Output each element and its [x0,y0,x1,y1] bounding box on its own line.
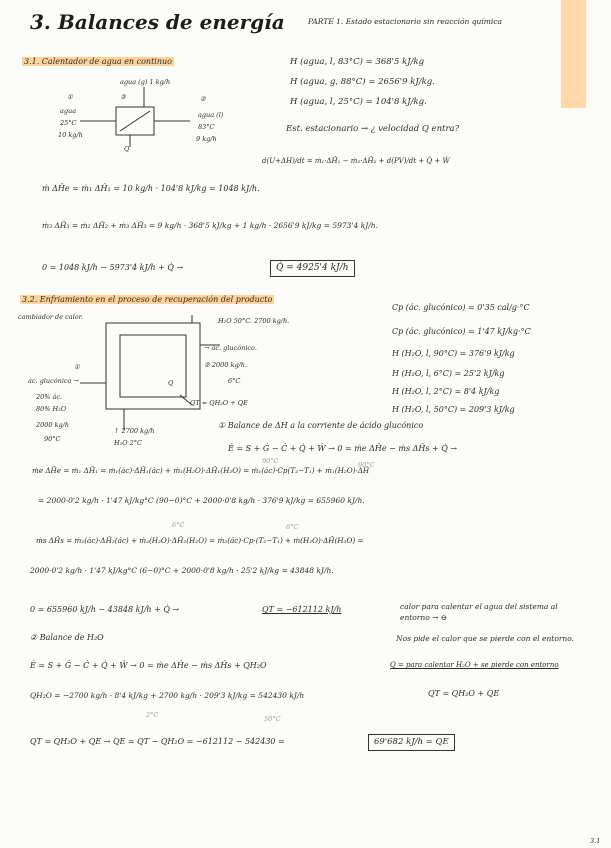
s32-note-2: Nos pide el calor que se pierde con el entorno. [396,634,575,643]
s32-balance-1-eq: Ė = S + Ġ − Ċ + Q̇ + Ẇ → 0 = ṁe ΔĤe − ṁs ΔĤs + Q̇ → [228,444,458,453]
s32-prop-5: H (H₂O, l, 2°C) = 8'4 kJ/kg [392,387,500,396]
s31-line-2: ṁ₃ ΔĤ₃ = ṁ₂ ΔĤ₂ + ṁ₃ ΔĤ₃ = 9 kg/h · 368'5 kJ/kg + 1 kg/h · 2656'9 kJ/kg = 5973'4 kJ/h. [42,221,378,230]
s32-cp-1: Cp (ác. glucónico) = 0'35 cal/g·°C [392,303,530,312]
s32-circle-1: ① [74,363,80,371]
s31-stream1-temp: 25°C [60,119,77,127]
s32-qt-def: QT = QH₂O + QE [190,399,248,407]
s31-stream2-name: agua (l) [198,111,224,119]
page-subtitle: PARTE 1. Estado estacionario sin reacción química [308,17,502,26]
s32-prop-6: H (H₂O, l, 50°C) = 209'3 kJ/kg [392,405,515,414]
s32-eq-b2: 2000·0'2 kg/h · 1'47 kJ/kg°C (6−0)°C + 2000·0'8 kg/h · 25'2 kJ/kg = 43848 kJ/h. [30,566,334,575]
s32-note-3: Q = para calentar H₂O + se pierde con entorno [390,661,559,669]
s32-eq-a2: = 2000·0'2 kg/h · 1'47 kJ/kg°C (90−0)°C + 2000·0'8 kg/h · 376'9 kJ/kg = 655960 kJ/h. [38,496,365,505]
s32-final-eq: QT = QH₂O + QE → QE = QT − QH₂O = −612112 − 542430 = [30,737,285,746]
section-3-2-heading-text: 3.2. Enfriamiento en el proceso de recuperación del producto [22,295,273,304]
temp-mark-3: 6°C [172,521,185,529]
s31-stream2-flow: 9 kg/h [196,135,217,143]
s31-stream2-temp: 83°C [198,123,215,131]
heat-exchanger-diagram [80,315,220,435]
s32-balance-1-label: ① Balance de ΔH a la corriente de ácido glucónico [218,421,424,430]
s32-h2o-flow-bottom: ↑ 2700 kg/h [114,427,155,435]
s32-note-1: calor para calentar el agua del sistema al entorno → ⊖ [400,602,558,622]
s32-q-label: Q [168,379,174,387]
s31-result-box: Q̇ = 4925'4 kJ/h [270,260,355,277]
s32-acid-in: ác. glucónico → [28,377,79,385]
s32-qh2o-eq: QH₂O = −2700 kg/h · 8'4 kJ/kg + 2700 kg/h · 209'3 kJ/kg = 542430 kJ/h [30,691,305,700]
s32-cp-2: Cp (ác. glucónico) = 1'47 kJ/kg·°C [392,327,531,336]
s32-balance-2-label: ② Balance de H₂O [30,633,104,642]
s31-prop-2: H (agua, g, 88°C) = 2656'9 kJ/kg. [290,77,435,87]
s32-final-result-box: 69'682 kJ/h = QE [368,734,455,751]
s32-comp-1: 20% ác. [36,393,63,401]
s32-temp-6: 6°C [228,377,241,385]
s31-circle-2: ② [200,95,206,103]
s31-circle-3: ③ [120,93,126,101]
s32-eq-a: ṁe ΔĤe = ṁ₁ ΔĤ₁ = ṁ₁(ác)·ΔĤ₁(ác) + ṁ₁(H₂O)·ΔĤ₁(H₂O) = ṁ₁(ác)·Cp(T₂−T₁) + ṁ₁(H₂O)·ΔĤ [32,466,370,475]
s31-circle-1: ① [67,93,73,101]
temp-mark-5: 2°C [146,711,159,719]
s32-comp-2: 80% H₂O [36,405,67,413]
s32-prop-4: H (H₂O, l, 6°C) = 25'2 kJ/kg [392,369,505,378]
s31-balance-equation: d(U+ΔH)/dt = ṁ₁·ΔĤ₁ − ṁ₂·ΔĤ₂ + d(PV)/dt + Q̇ + Ẇ [262,157,450,165]
temp-mark-6: 50°C [264,715,281,723]
s32-balance-2-eq: Ė = S + Ġ − Ċ + Q̇ + Ẇ → 0 = ṁe ΔĤe − ṁs ΔĤs + QH₂O [30,661,267,670]
temp-mark-2: 90°C [358,461,375,469]
s32-flow-in: 2000 kg/h [36,421,70,429]
s31-prop-3: H (agua, l, 25°C) = 104'8 kJ/kg. [290,97,427,107]
page-number: 3.1 [590,837,601,845]
s32-h2o-label: H₂O 2°C [114,439,143,447]
s31-stream1-name: agua [60,107,77,115]
s32-temp-90: 90°C [44,435,61,443]
s32-acid-out: → ác. glucónico. [204,344,257,352]
s32-cambiador-label: cambiador de calor. [18,313,84,321]
temp-mark-4: 6°C [286,523,299,531]
s32-prop-3: H (H₂O, l, 90°C) = 376'9 kJ/kg [392,349,515,358]
s32-eq-b: ṁs ΔĤs = ṁ₂(ác)·ΔĤ₂(ác) + ṁ₂(H₂O)·ΔĤ₂(H₂O) = ṁ₂(ác)·Cp·(T₂−T₁) + ṁ(H₂O)·ΔĤ(H₂O) = [36,536,364,545]
s32-qt-result: QT = −612112 kJ/h [262,605,342,614]
temp-mark-1: 90°C [262,457,279,465]
s31-line-1: ṁ ΔĤe = ṁ₁ ΔĤ₁ = 10 kg/h · 104'8 kJ/kg = 1048 kJ/h. [42,184,260,193]
section-3-1-heading [22,58,174,66]
page-title: 3. Balances de energía [30,10,285,34]
s32-h2o-top: H₂O 50°C. 2700 kg/h. [218,317,290,325]
s31-q-label: Q [124,145,130,153]
s31-steam-label: agua (g) 1 kg/h [120,78,171,86]
s31-line-3: 0 = 1048 kJ/h − 5973'4 kJ/h + Q̇ → [42,263,184,272]
s31-stream1-flow: 10 kg/h [58,131,83,139]
s32-eq-c: 0 = 655960 kJ/h − 43848 kJ/h + Q̇ → [30,605,180,614]
section-3-1-heading-text: 3.1. Calentador de agua en continuo [24,57,172,66]
s32-flow-2: ② 2000 kg/h. [204,361,248,369]
section-3-2-heading [20,296,274,304]
s31-prop-1: H (agua, l, 83°C) = 368'5 kJ/kg [290,57,425,67]
s31-question: Est. estacionario → ¿ velocidad Q entra? [286,124,460,134]
orange-tab-marker [561,0,586,108]
s32-qt-sum: QT = QH₂O + QE [428,689,500,698]
